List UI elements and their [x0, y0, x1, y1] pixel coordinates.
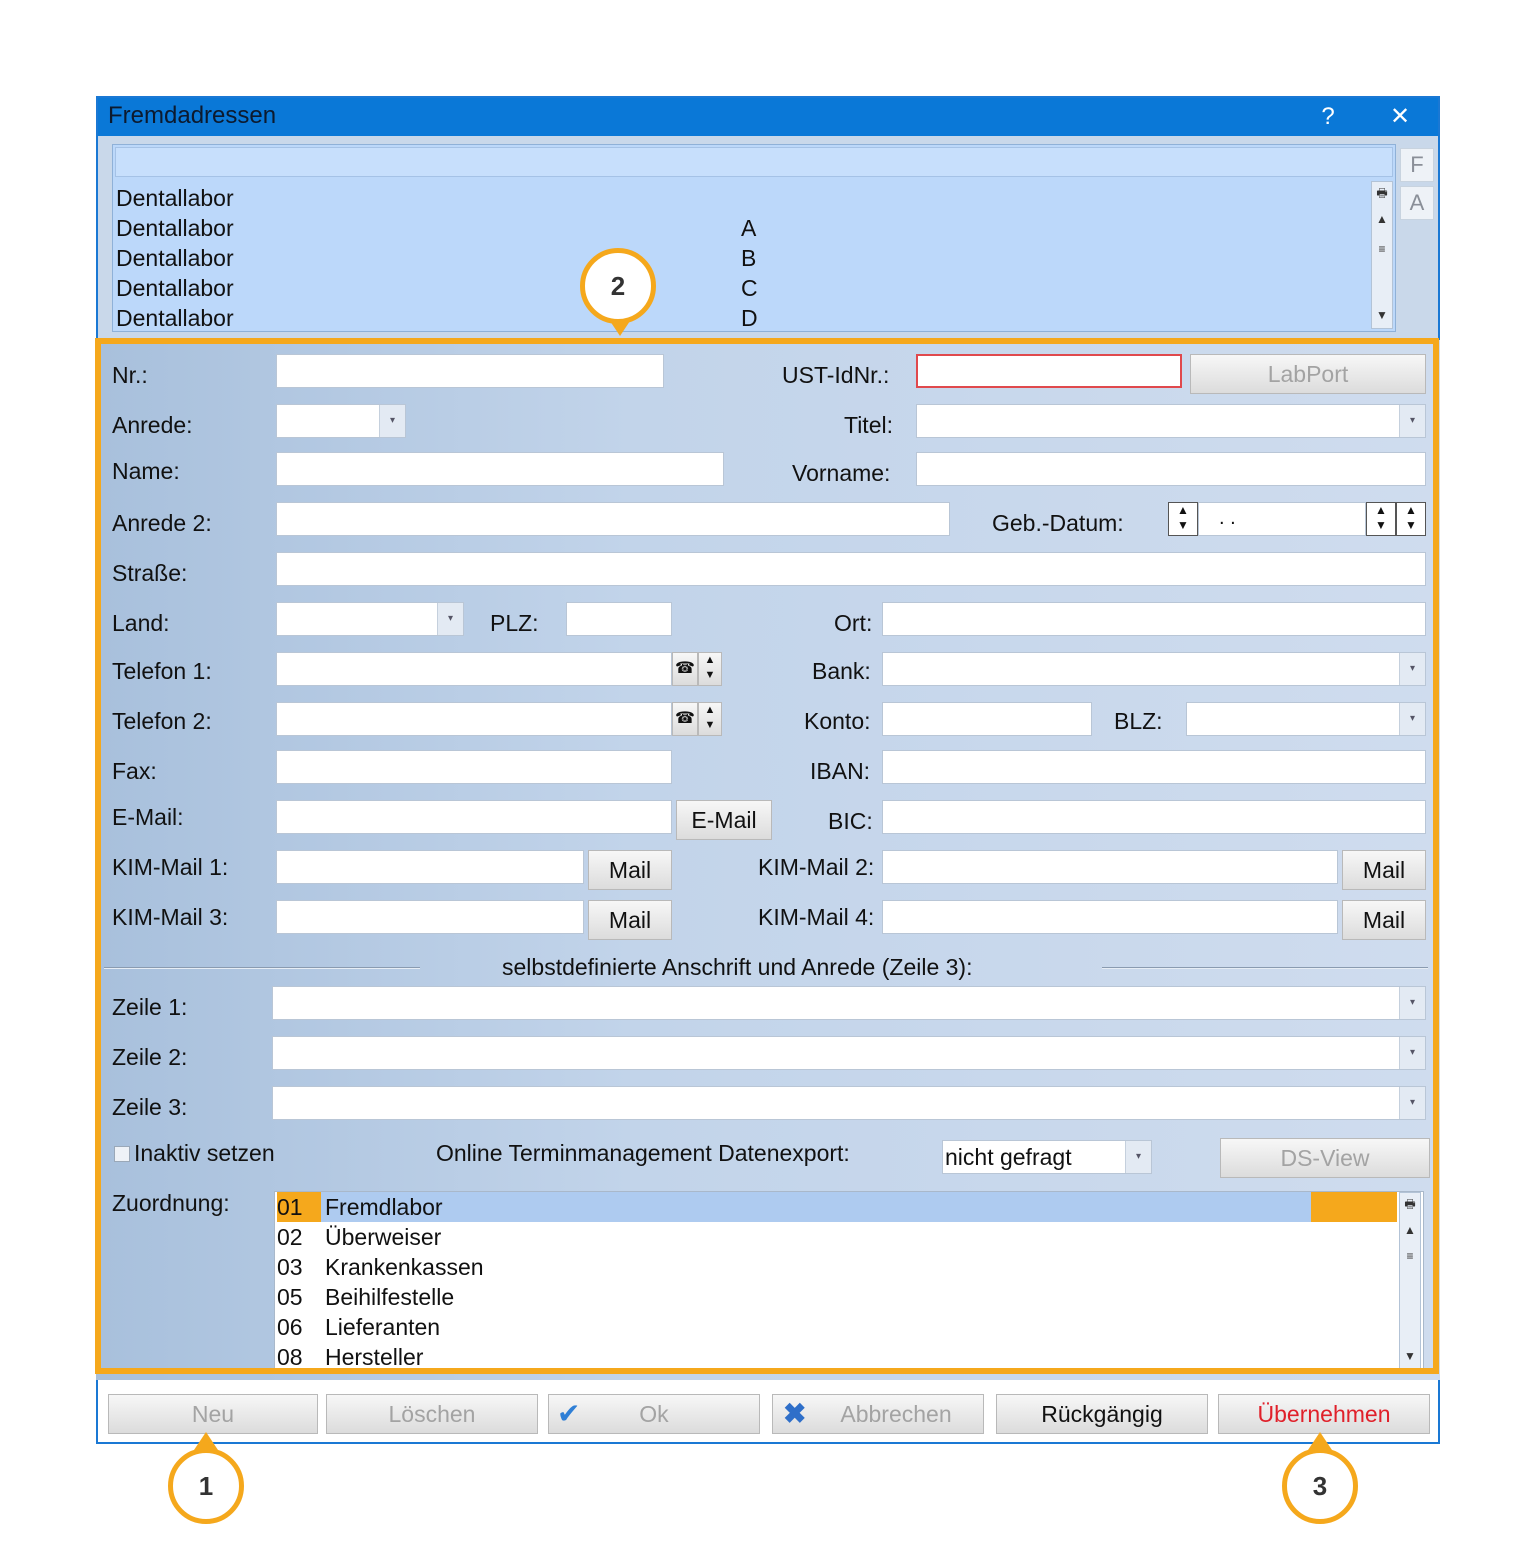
- chevron-down-icon[interactable]: ▾: [1399, 1037, 1425, 1069]
- form-highlight-frame: [95, 338, 1439, 1374]
- kim-mail2-button[interactable]: Mail: [1342, 850, 1426, 890]
- abbrechen-label: Abbrechen: [840, 1401, 952, 1427]
- email-label: E-Mail:: [112, 804, 184, 830]
- ok-label: Ok: [639, 1401, 669, 1427]
- list-item-name: Lieferanten: [325, 1314, 441, 1340]
- kim-mail1-label: KIM-Mail 1:: [112, 854, 229, 880]
- nr-label: Nr.:: [112, 362, 148, 388]
- online-export-label: Online Terminmanagement Datenexport:: [436, 1140, 850, 1166]
- kim-mail4-label: KIM-Mail 4:: [758, 904, 875, 930]
- tab-a[interactable]: A: [1400, 186, 1434, 220]
- list-scrollbar[interactable]: [1371, 181, 1393, 329]
- bank-label: Bank:: [812, 658, 871, 684]
- check-icon: ✔: [557, 1398, 581, 1429]
- telefon1-spinner[interactable]: ▲ ▼: [698, 652, 722, 686]
- list-item[interactable]: Dentallabor: [116, 275, 234, 301]
- chevron-down-icon[interactable]: ▾: [1399, 703, 1425, 735]
- geb-datum-label: Geb.-Datum:: [992, 510, 1124, 536]
- zeile2-label: Zeile 2:: [112, 1044, 188, 1070]
- ds-view-button[interactable]: DS-View: [1220, 1138, 1430, 1178]
- anrede2-label: Anrede 2:: [112, 510, 212, 536]
- section-title: selbstdefinierte Anschrift und Anrede (Zeile 3):: [502, 954, 973, 980]
- printer-icon[interactable]: 🖶: [1376, 186, 1388, 200]
- scroll-down-icon[interactable]: ▼: [1376, 308, 1388, 322]
- vorname-label: Vorname:: [792, 460, 891, 486]
- titel-label: Titel:: [844, 412, 893, 438]
- labport-button[interactable]: LabPort: [1190, 354, 1426, 394]
- geb-datum-spinner-year[interactable]: ▲ ▼: [1396, 502, 1426, 536]
- konto-label: Konto:: [804, 708, 871, 734]
- list-item[interactable]: Dentallabor: [116, 245, 234, 271]
- close-button[interactable]: ✕: [1389, 103, 1411, 130]
- scroll-thumb[interactable]: ≡: [1406, 1249, 1414, 1263]
- cancel-x-icon: ✖: [783, 1398, 807, 1429]
- list-item-name: Beihilfestelle: [325, 1284, 455, 1310]
- title-bar: [98, 98, 1438, 136]
- list-item[interactable]: Dentallabor: [116, 215, 234, 241]
- list-item-code: 02: [277, 1224, 303, 1250]
- chevron-down-icon[interactable]: ▾: [1399, 405, 1425, 437]
- printer-icon[interactable]: 🖶: [1404, 1197, 1416, 1211]
- ort-label: Ort:: [834, 610, 873, 636]
- help-button[interactable]: ?: [1321, 103, 1335, 130]
- geb-datum-input[interactable]: . .: [1198, 502, 1366, 536]
- chevron-down-icon[interactable]: ▾: [1399, 653, 1425, 685]
- list-item-code: 06: [277, 1314, 303, 1340]
- rueckgaengig-button[interactable]: Rückgängig: [996, 1394, 1208, 1434]
- list-item-code: C: [741, 275, 758, 301]
- chevron-down-icon[interactable]: ▾: [1399, 987, 1425, 1019]
- ust-label: UST-IdNr.:: [782, 362, 890, 388]
- chevron-down-icon[interactable]: ▾: [1399, 1087, 1425, 1119]
- window-title: Fremdadressen: [108, 102, 277, 129]
- callout-3: 3: [1282, 1448, 1358, 1524]
- button-bar: [98, 1380, 1438, 1442]
- scroll-up-icon[interactable]: ▲: [1376, 212, 1388, 226]
- scroll-thumb[interactable]: ≡: [1378, 242, 1386, 256]
- email-button[interactable]: E-Mail: [676, 800, 772, 840]
- list-item[interactable]: Dentallabor: [116, 185, 234, 211]
- list-item[interactable]: Dentallabor: [116, 305, 234, 331]
- kim-mail4-button[interactable]: Mail: [1342, 900, 1426, 940]
- abbrechen-button[interactable]: [772, 1394, 984, 1434]
- inaktiv-label: Inaktiv setzen: [134, 1140, 275, 1166]
- strasse-label: Straße:: [112, 560, 188, 586]
- loeschen-button[interactable]: Löschen: [326, 1394, 538, 1434]
- online-export-value: nicht gefragt: [945, 1144, 1072, 1170]
- list-item-code: 05: [277, 1284, 303, 1310]
- plz-label: PLZ:: [490, 610, 539, 636]
- bic-label: BIC:: [828, 808, 873, 834]
- callout-2: 2: [580, 248, 656, 324]
- anrede-label: Anrede:: [112, 412, 193, 438]
- list-item-name: Fremdlabor: [325, 1194, 443, 1220]
- list-item-name: Überweiser: [325, 1224, 442, 1250]
- address-list[interactable]: [112, 144, 1396, 332]
- ok-button[interactable]: [548, 1394, 760, 1434]
- uebernehmen-button[interactable]: Übernehmen: [1218, 1394, 1430, 1434]
- zeile1-label: Zeile 1:: [112, 994, 188, 1020]
- telefon1-label: Telefon 1:: [112, 658, 212, 684]
- scroll-down-icon[interactable]: ▼: [1404, 1349, 1416, 1363]
- list-item-code: D: [741, 305, 758, 331]
- callout-1: 1: [168, 1448, 244, 1524]
- phone-icon[interactable]: ☎: [672, 652, 698, 686]
- scroll-up-icon[interactable]: ▲: [1404, 1223, 1416, 1237]
- kim-mail1-button[interactable]: Mail: [588, 850, 672, 890]
- chevron-down-icon[interactable]: ▾: [437, 603, 463, 635]
- kim-mail3-label: KIM-Mail 3:: [112, 904, 229, 930]
- tab-f[interactable]: F: [1400, 148, 1434, 182]
- list-item-code: 01: [277, 1192, 321, 1222]
- telefon2-spinner[interactable]: ▲ ▼: [698, 702, 722, 736]
- zuordnung-label: Zuordnung:: [112, 1190, 230, 1216]
- list-item-name: Krankenkassen: [325, 1254, 484, 1280]
- zeile3-label: Zeile 3:: [112, 1094, 188, 1120]
- list-item-code: A: [741, 215, 757, 241]
- blz-label: BLZ:: [1114, 708, 1163, 734]
- fax-label: Fax:: [112, 758, 157, 784]
- list-item-code: 08: [277, 1344, 303, 1370]
- kim-mail3-button[interactable]: Mail: [588, 900, 672, 940]
- iban-label: IBAN:: [810, 758, 871, 784]
- chevron-down-icon[interactable]: ▾: [379, 405, 405, 437]
- telefon2-label: Telefon 2:: [112, 708, 212, 734]
- neu-button[interactable]: Neu: [108, 1394, 318, 1434]
- chevron-down-icon[interactable]: ▾: [1125, 1141, 1151, 1173]
- geb-datum-spinner-day[interactable]: ▲ ▼: [1366, 502, 1396, 536]
- list-item-code: B: [741, 245, 757, 271]
- list-filter-field[interactable]: [115, 147, 1393, 177]
- name-label: Name:: [112, 458, 180, 484]
- list-item-name: Hersteller: [325, 1344, 424, 1370]
- land-label: Land:: [112, 610, 170, 636]
- geb-datum-spinner-left[interactable]: ▲ ▼: [1168, 502, 1198, 536]
- phone-icon[interactable]: ☎: [672, 702, 698, 736]
- list-item-code: 03: [277, 1254, 303, 1280]
- kim-mail2-label: KIM-Mail 2:: [758, 854, 875, 880]
